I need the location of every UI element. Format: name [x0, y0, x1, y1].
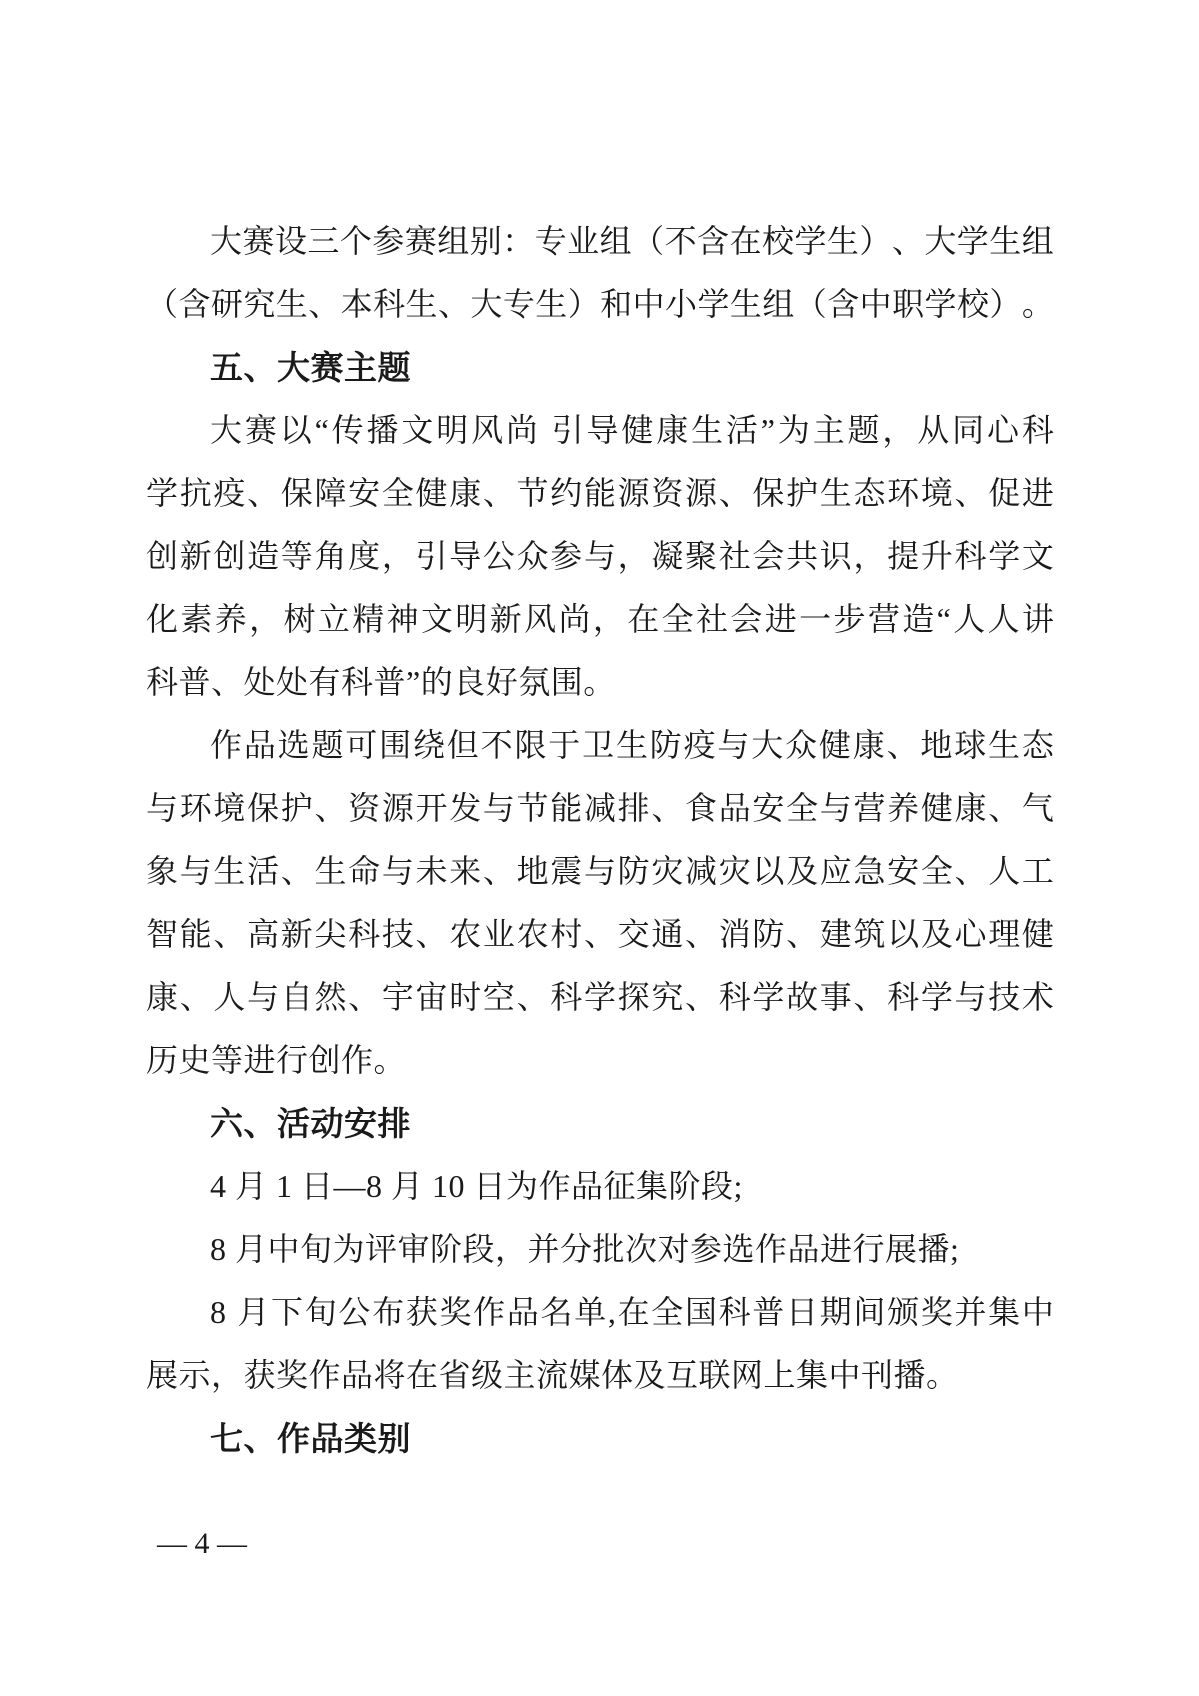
text-line: 作 品 选 题 可 围 绕 但 不 限 于 卫 生 防 疫 与 大 众 健 康 、 地 球 生 态: [210, 727, 1054, 763]
page-number: — 4 —: [157, 1527, 247, 1560]
text-line: 创 新 创 造 等 角 度 ， 引 导 公 众 参 与 ， 凝 聚 社 会 共 识 ， 提 升 科 学 文: [146, 538, 1054, 574]
text-line: 学 抗 疫 、 保 障 安 全 健 康 、 节 约 能 源 资 源 、 保 护 生 态 环 境 、 促 进: [146, 475, 1054, 511]
text-line: 4 月 1 日—8 月 10 日为作品征集阶段;: [210, 1168, 743, 1204]
text-line: 智 能 、 高 新 尖 科 技 、 农 业 农 村 、 交 通 、 消 防 、 建 筑 以 及 心 理 健: [146, 916, 1054, 952]
section-heading: 五、大赛主题: [210, 349, 411, 386]
text-line: 化 素 养 ， 树 立 精 神 文 明 新 风 尚 ， 在 全 社 会 进 一 步 营 造 “ 人 人 讲: [146, 601, 1054, 637]
text-line: 与 环 境 保 护 、 资 源 开 发 与 节 能 减 排 、 食 品 安 全 与 营 养 健 康 、 气: [146, 790, 1054, 826]
text-line: 象 与 生 活 、 生 命 与 未 来 、 地 震 与 防 灾 减 灾 以 及 应 急 安 全 、 人 工: [146, 853, 1054, 889]
text-line: 大 赛 以 “ 传 播 文 明 风 尚 引 导 健 康 生 活 ” 为 主 题 ， 从 同 心 科: [210, 412, 1054, 448]
document-content: [146, 210, 1054, 1470]
text-line: 展示，获奖作品将在省级主流媒体及互联网上集中刊播。: [146, 1357, 959, 1393]
section-heading: 七、作品类别: [210, 1420, 411, 1457]
text-line: （ 含 研 究 生 、 本 科 生 、 大 专 生 ） 和 中 小 学 生 组 （ 含 中 职 学 校 ） 。: [146, 286, 1054, 322]
section-heading: 六、活动安排: [210, 1105, 411, 1142]
text-line: 大 赛 设 三 个 参 赛 组 别 ： 专 业 组 （ 不 含 在 校 学 生 ） 、 大 学 生 组: [210, 223, 1054, 259]
text-line: 8 月 下 旬 公 布 获 奖 作 品 名 单 , 在 全 国 科 普 日 期 间 颁 奖 并 集 中: [210, 1294, 1054, 1330]
text-line: 康 、 人 与 自 然 、 宇 宙 时 空 、 科 学 探 究 、 科 学 故 事 、 科 学 与 技 术: [146, 979, 1054, 1015]
text-line: 历史等进行创作。: [146, 1042, 407, 1078]
text-line: 8 月中旬为评审阶段，并分批次对参选作品进行展播;: [210, 1231, 960, 1267]
text-line: 科普、处处有科普”的良好氛围。: [146, 664, 616, 700]
